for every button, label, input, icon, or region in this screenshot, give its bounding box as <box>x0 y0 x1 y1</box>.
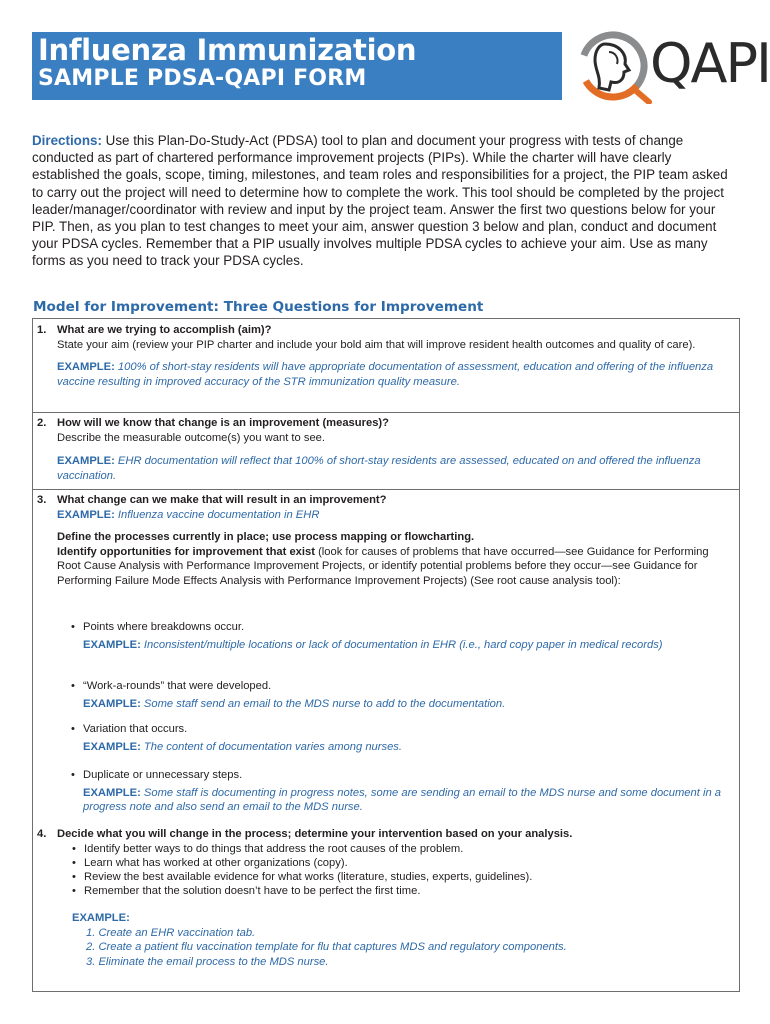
row-divider <box>32 412 740 413</box>
list-item <box>83 620 733 652</box>
question-instruction: State your aim (review your PIP charter and include your bold aim that will improve resident health outcomes and quality of care). <box>57 338 696 351</box>
question-1 <box>37 323 732 389</box>
page-title: Influenza Immunization <box>38 33 417 67</box>
example-label: EXAMPLE: <box>83 786 141 799</box>
bullet-text: • Duplicate or unnecessary steps. <box>83 769 243 781</box>
example <box>83 697 733 712</box>
identify-rest: (look for causes of problems that have occurred—see Guidance for Performing Root Cause Analysis with Performance Improvement Projects, or identify potential problems before they occur—see Guidance for Performing Failure Mode Effects Analysis with Performance Improvement Projects) (See root cause analysis tool): <box>57 545 709 587</box>
define-processes: Define the processes currently in place; use process mapping or flowcharting. <box>57 531 475 544</box>
list-item <box>83 768 733 815</box>
list-item <box>83 722 733 754</box>
directions-text: Use this Plan-Do-Study-Act (PDSA) tool to plan and document your progress with tests of change conducted as part of chartered performance improvement projects (PIPs). While the charter will have clearly established the goals, scope, timing, milestones, and team roles and responsibilities for a project, the PIP team asked to carry out the project will need to determine how to complete the work. This tool should be completed by the project leader/manager/coordinator with review and input by the project team. Answer the first two questions below for your PIP. Then, as you plan to test changes to meet your aim, answer question 3 below and plan, conduct and document your PDSA cycles. Remember that a PIP usually involves multiple PDSA cycles to achieve your aim. Use as many forms as you need to track your PDSA cycles. <box>32 133 728 269</box>
question-4 <box>37 827 732 842</box>
question-text: What change can we make that will result in an improvement? <box>57 494 387 506</box>
example-label: EXAMPLE: <box>83 638 141 651</box>
list-item: • Identify better ways to do things that address the root causes of the problem. <box>84 842 724 857</box>
example <box>83 638 733 653</box>
example <box>57 454 732 483</box>
example-item: 3. Eliminate the email process to the MDS nurse. <box>86 955 329 968</box>
identify-opportunities <box>57 545 732 589</box>
question-instruction: Describe the measurable outcome(s) you want to see. <box>57 431 326 444</box>
question-text: How will we know that change is an improvement (measures)? <box>57 417 389 429</box>
question-text: What are we trying to accomplish (aim)? <box>57 324 272 336</box>
q4-example <box>72 911 732 969</box>
example-text: Influenza vaccine documentation in EHR <box>114 508 320 521</box>
example-label: EXAMPLE: <box>57 455 115 468</box>
directions-paragraph <box>32 132 740 270</box>
row-divider <box>32 489 740 490</box>
example-text: EHR documentation will reflect that 100% of short-stay residents are assessed, educated on and offered the influenza vaccination. <box>57 455 701 482</box>
example-item: 1. Create an EHR vaccination tab. <box>86 926 256 939</box>
example-text: Inconsistent/multiple locations or lack of documentation in EHR (i.e., hard copy paper in medical records) <box>140 638 663 651</box>
example-text: The content of documentation varies among nurses. <box>140 740 403 753</box>
example-label: EXAMPLE: <box>57 361 115 374</box>
example <box>57 360 732 389</box>
list-item <box>83 679 733 711</box>
question-2 <box>37 416 732 483</box>
page-subtitle: SAMPLE PDSA-QAPI FORM <box>38 66 367 91</box>
question-number: 1. <box>37 324 47 336</box>
directions-lead: Directions: <box>32 133 102 148</box>
question-number: 2. <box>37 417 47 429</box>
list-item: • Remember that the solution doesn’t have to be perfect the first time. <box>84 884 724 899</box>
bullet-text: • Variation that occurs. <box>83 723 188 735</box>
example <box>57 508 732 523</box>
example-label: EXAMPLE: <box>83 697 141 710</box>
example-label: EXAMPLE: <box>57 508 115 521</box>
bullet-text: • Points where breakdowns occur. <box>83 621 245 633</box>
example-label: EXAMPLE: <box>72 912 130 924</box>
identify-bold: Identify opportunities for improvement that exist <box>57 545 315 558</box>
example-text: Some staff is documenting in progress notes, some are sending an email to the MDS nurse and some document in a progress note and also send an email to the MDS nurse. <box>83 786 722 814</box>
logo-text: QAPI <box>650 32 770 95</box>
list-item: • Review the best available evidence for what works (literature, studies, experts, guidelines). <box>84 870 724 885</box>
question-number: 3. <box>37 494 47 506</box>
question-3 <box>37 493 732 589</box>
example-label: EXAMPLE: <box>83 740 141 753</box>
example-text: Some staff send an email to the MDS nurse to add to the documentation. <box>140 697 506 710</box>
question-text: Decide what you will change in the process; determine your intervention based on your analysis. <box>57 828 573 840</box>
example-item: 2. Create a patient flu vaccination template for flu that captures MDS and regulatory components. <box>86 941 567 954</box>
bullet-text: • “Work-a-rounds” that were developed. <box>83 680 272 692</box>
example <box>83 740 733 755</box>
section-heading: Model for Improvement: Three Questions for Improvement <box>33 299 484 315</box>
example <box>83 786 733 815</box>
question-number: 4. <box>37 828 47 840</box>
list-item: • Learn what has worked at other organizations (copy). <box>84 856 724 871</box>
example-text: 100% of short-stay residents will have appropriate documentation of assessment, education and offering of the influenza vaccine resulting in improved accuracy of the STR immunization quality measure. <box>57 361 714 388</box>
